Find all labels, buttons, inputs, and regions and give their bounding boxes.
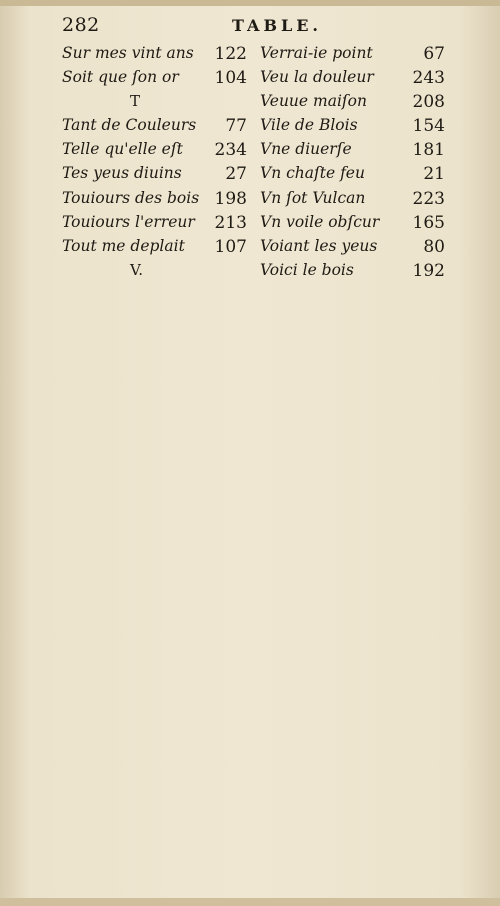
entry-title: Vn chaſte feu <box>260 164 365 183</box>
entry-page: 21 <box>423 164 445 185</box>
entry-page: 77 <box>225 116 247 137</box>
entry-page: 122 <box>214 44 247 64</box>
index-entry <box>260 237 445 261</box>
entry-page: 208 <box>412 92 445 113</box>
entry-page: 243 <box>412 68 445 89</box>
index-entry <box>62 68 247 92</box>
index-entry <box>260 164 445 188</box>
section-letter-label: V. <box>130 260 143 279</box>
entry-page: 67 <box>423 44 445 64</box>
page-number: 282 <box>62 14 100 36</box>
entry-page: 154 <box>412 116 445 137</box>
entry-title: Verrai-ie point <box>260 44 373 62</box>
entry-title: Tant de Couleurs <box>62 116 197 135</box>
entry-title: Tes yeus diuins <box>62 164 182 183</box>
index-entry <box>260 92 445 116</box>
entry-title: Voici le bois <box>260 260 354 279</box>
entry-title: Sur mes vint ans <box>62 44 194 62</box>
entry-page: 181 <box>412 140 445 161</box>
page-header <box>62 14 442 38</box>
index-entry <box>260 140 445 164</box>
section-letter-label: T <box>130 92 141 111</box>
running-title: TABLE. <box>232 16 322 35</box>
index-entry <box>62 44 247 68</box>
entry-title: Touiours des bois <box>62 188 200 207</box>
entry-title: Vn voile obſcur <box>260 212 380 231</box>
index-entry <box>62 213 247 237</box>
index-entry <box>62 237 247 261</box>
entry-page: 165 <box>412 212 445 233</box>
page-top-edge <box>0 0 500 6</box>
entry-title: Vile de Blois <box>260 116 358 135</box>
index-entry <box>62 116 247 140</box>
section-letter <box>62 92 247 116</box>
entry-title: Veuue maiſon <box>260 92 367 111</box>
index-entry <box>260 116 445 140</box>
page-bottom-edge <box>0 898 500 906</box>
entry-title: Tout me deplait <box>62 236 185 255</box>
index-entry <box>62 140 247 164</box>
index-column-left <box>62 44 247 285</box>
entry-title: Telle qu'elle eſt <box>62 140 183 159</box>
index-entry <box>260 68 445 92</box>
index-entry <box>62 164 247 188</box>
index-entry <box>260 189 445 213</box>
index-entry <box>260 261 445 285</box>
index-entry <box>260 213 445 237</box>
entry-page: 198 <box>214 188 247 209</box>
entry-page: 104 <box>214 68 247 89</box>
entry-title: Vn ſot Vulcan <box>260 188 366 207</box>
entry-page: 80 <box>423 236 445 257</box>
entry-title: Vne diuerſe <box>260 140 352 159</box>
index-column-right <box>260 44 445 285</box>
entry-page: 223 <box>412 188 445 209</box>
section-letter <box>62 261 247 285</box>
entry-title: Veu la douleur <box>260 68 374 87</box>
entry-page: 234 <box>214 140 247 161</box>
entry-title: Touiours l'erreur <box>62 212 195 231</box>
entry-page: 27 <box>225 164 247 185</box>
entry-title: Soit que ſon or <box>62 68 179 87</box>
index-entry <box>260 44 445 68</box>
entry-page: 213 <box>214 212 247 233</box>
entry-page: 192 <box>412 260 445 281</box>
entry-page: 107 <box>214 236 247 257</box>
entry-title: Voiant les yeus <box>260 236 378 255</box>
index-entry <box>62 189 247 213</box>
